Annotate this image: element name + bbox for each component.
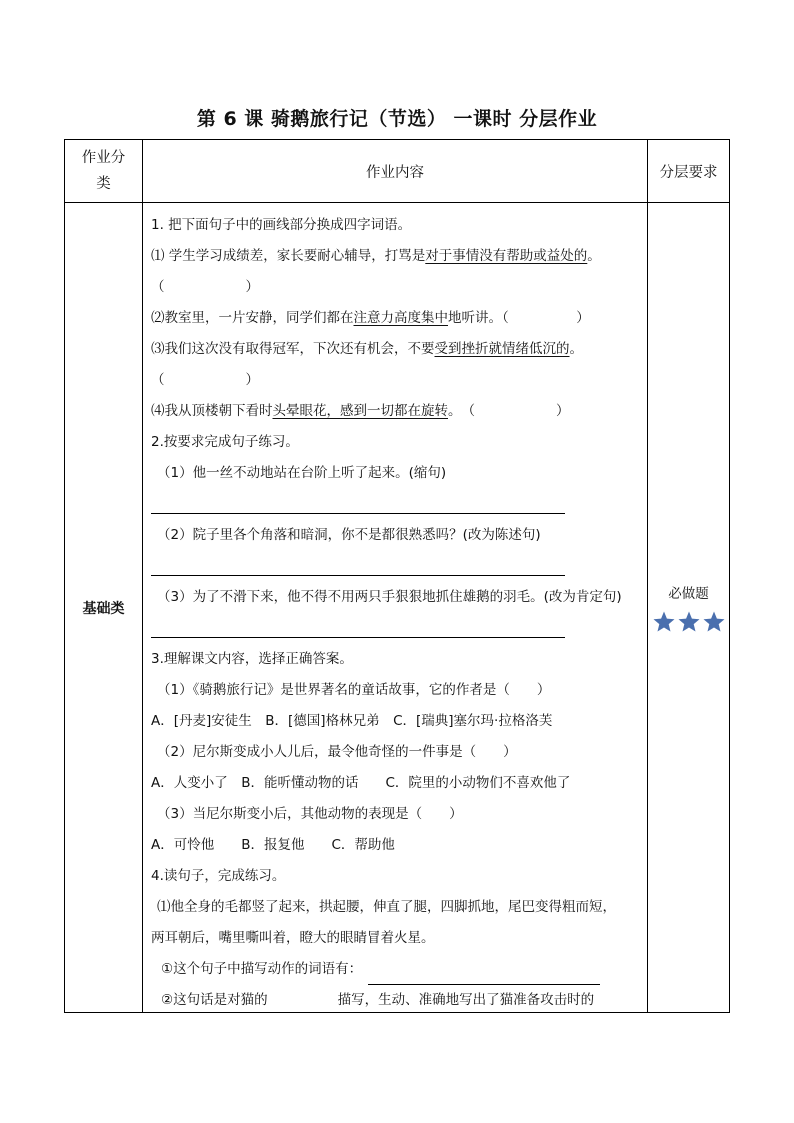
difficulty-stars: [648, 610, 729, 634]
q3-options-1: A．[丹麦]安徒生 B．[德国]格林兄弟 C．[瑞典]塞尔玛·拉格洛芙: [151, 713, 553, 729]
requirement-label: 必做题: [668, 585, 709, 602]
header-content: 作业内容: [143, 140, 648, 203]
star-icon: [677, 610, 701, 634]
q2-answer-line-1[interactable]: [151, 489, 639, 520]
header-category-line1: 作业分: [81, 150, 126, 166]
q3-options-2: A．人变小了 B．能听懂动物的话 C．院里的小动物们不喜欢他了: [151, 775, 571, 791]
q1-sentence-4: ⑷我从顶楼朝下看时头晕眼花，感到一切都在旋转。 （ ）: [151, 403, 570, 419]
q2-answer-line-3[interactable]: [151, 613, 639, 644]
q1-answer-1[interactable]: （ ）: [151, 279, 259, 295]
category-cell: 基础类: [65, 203, 143, 1013]
table-header-row: [65, 140, 730, 203]
q3-stem: 3.理解课文内容，选择正确答案。: [151, 651, 353, 667]
q4-passage-line-1: ⑴他全身的毛都竖了起来，拱起腰，伸直了腿，四脚抓地，尾巴变得粗而短，: [157, 899, 616, 915]
q2-answer-line-2[interactable]: [151, 551, 639, 582]
requirement-cell: [648, 203, 730, 1013]
q4-passage-line-2: 两耳朝后，嘴里嘶叫着，瞪大的眼睛冒着火星。: [151, 930, 435, 946]
q4-stem: 4.读句子，完成练习。: [151, 868, 286, 884]
q3-question-3: （3）当尼尔斯变小后，其他动物的表现是（ ）: [157, 806, 463, 822]
q2-sentence-3: （3）为了不滑下来，他不得不用两只手狠狠地抓住雄鹅的羽毛。(改为肯定句): [157, 589, 622, 605]
q3-question-1: （1）《骑鹅旅行记》是世界著名的童话故事，它的作者是（ ）: [157, 682, 551, 698]
q3-options-3: A．可怜他 B．报复他 C．帮助他: [151, 837, 395, 853]
q2-stem: 2.按要求完成句子练习。: [151, 434, 299, 450]
q3-question-2: （2）尼尔斯变成小人儿后，最令他奇怪的一件事是（ ）: [157, 744, 517, 760]
q1-answer-3[interactable]: （ ）: [151, 372, 259, 388]
q4-item-1: ①这个句子中描写动作的词语有：: [151, 954, 639, 985]
header-category: [65, 140, 143, 203]
header-category-line2: 类: [96, 176, 111, 192]
star-icon: [702, 610, 726, 634]
star-icon: [652, 610, 676, 634]
q1-sentence-3: ⑶我们这次没有取得冠军，下次还有机会，不要受到挫折就情绪低沉的。: [151, 341, 583, 357]
header-requirement: 分层要求: [648, 140, 730, 203]
q2-sentence-1: （1）他一丝不动地站在台阶上听了起来。(缩句): [157, 465, 447, 481]
q1-sentence-1: ⑴ 学生学习成绩差，家长要耐心辅导，打骂是对于事情没有帮助或益处的。: [151, 248, 601, 264]
content-cell: [143, 203, 648, 1013]
q2-sentence-2: （2）院子里各个角落和暗洞，你不是都很熟悉吗？(改为陈述句): [157, 527, 541, 543]
table-row: [65, 203, 730, 1013]
page-title: 第 6 课 骑鹅旅行记（节选） 一课时 分层作业: [196, 108, 598, 130]
q1-sentence-2: ⑵教室里，一片安静，同学们都在注意力高度集中地听讲。（ ）: [151, 310, 590, 326]
q4-answer-blank-2[interactable]: [268, 995, 338, 1012]
q1-stem: 1. 把下面句子中的画线部分换成四字词语。: [151, 217, 412, 233]
homework-table: [64, 139, 730, 1013]
q4-item-2: ②这句话是对猫的 描写，生动、准确地写出了猫准备攻击时的: [151, 985, 639, 1012]
q4-answer-blank-1[interactable]: [368, 964, 600, 985]
